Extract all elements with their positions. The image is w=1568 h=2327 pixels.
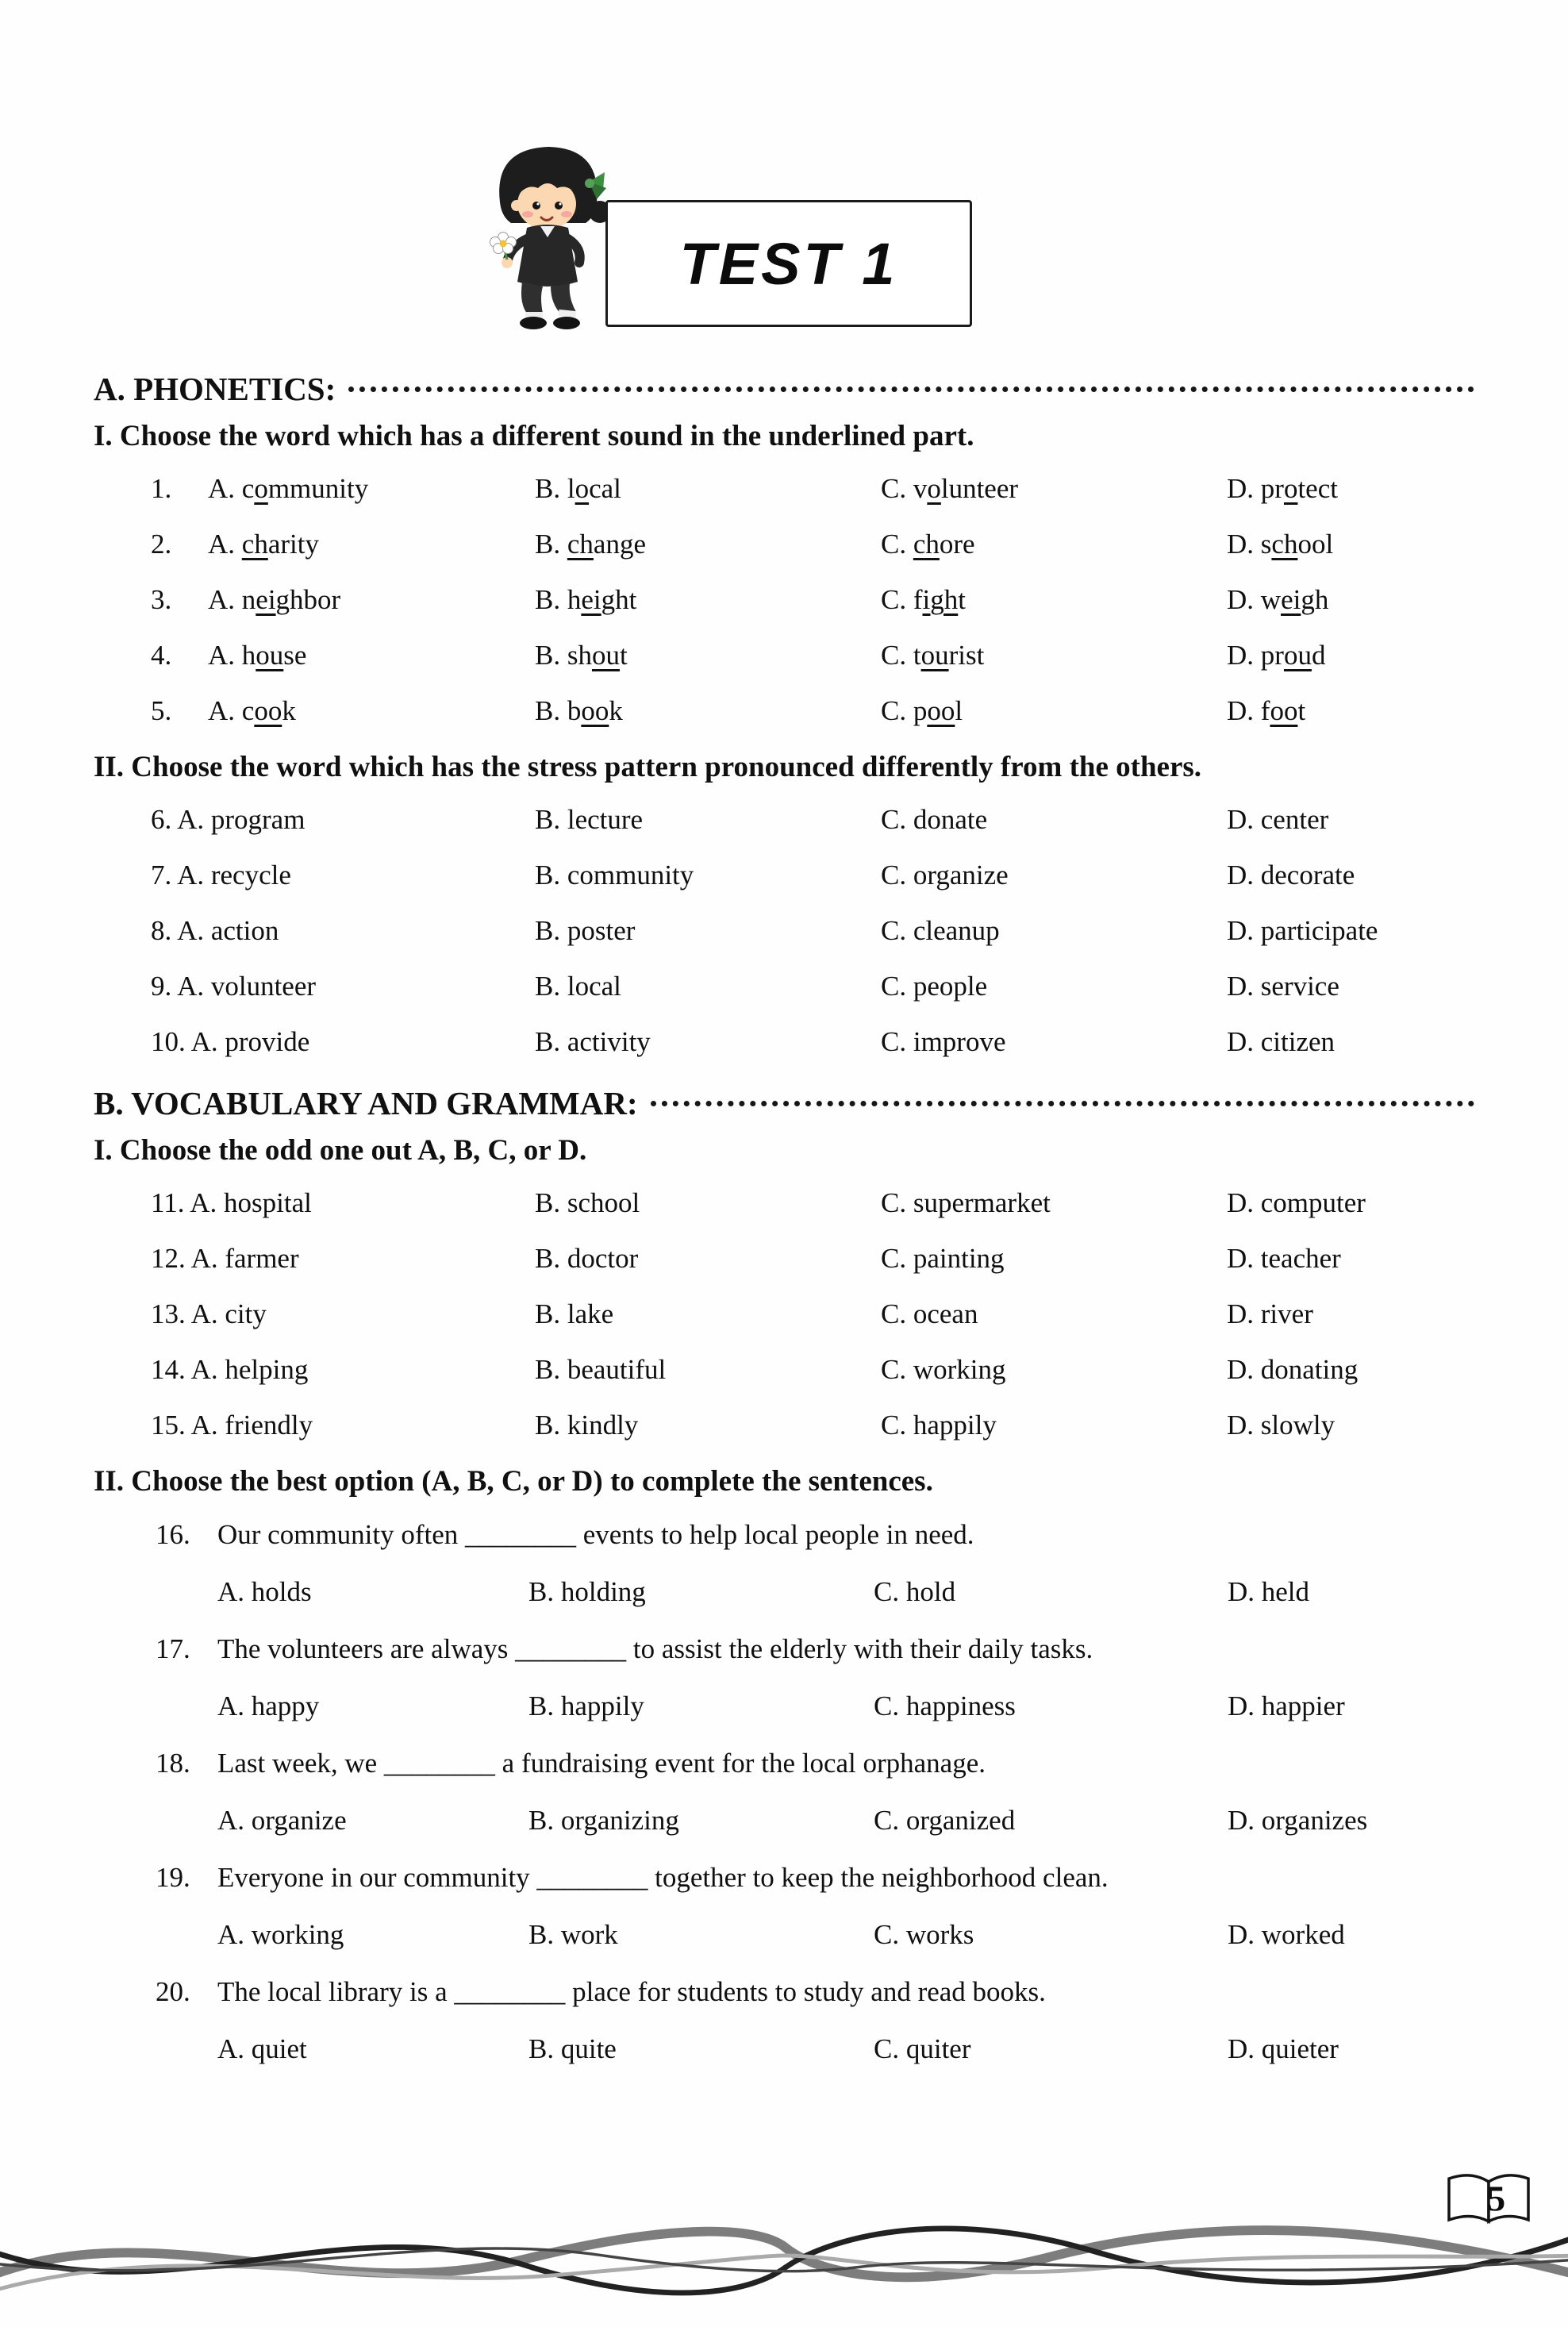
- question-number-and-option-a: 6. A. program: [151, 804, 306, 835]
- instruction-a2: II. Choose the word which has the stress pattern pronounced differently from the others.: [94, 751, 1202, 783]
- test-header: [0, 0, 1568, 356]
- question-row: [151, 1014, 1474, 1070]
- question-number-and-option-a: 10. A. provide: [151, 1026, 310, 1057]
- answer-option: B. quite: [528, 2033, 617, 2064]
- answer-option: D. school: [1227, 529, 1334, 560]
- question-number: 1.: [151, 473, 172, 504]
- answer-option: D. organizes: [1228, 1805, 1368, 1836]
- answer-option: D. river: [1227, 1298, 1313, 1329]
- answer-option: C. volunteer: [881, 473, 1019, 504]
- answer-option: C. improve: [881, 1026, 1006, 1057]
- section-b-heading-label: B. VOCABULARY AND GRAMMAR:: [94, 1085, 638, 1121]
- sentence-with-blank: Our community often ________ events to help local people in need.: [217, 1519, 974, 1550]
- underlined-part: ch: [241, 529, 268, 560]
- page-number: 5: [1487, 2178, 1506, 2219]
- answer-option: A. house: [208, 640, 307, 671]
- answer-option: D. donating: [1227, 1354, 1359, 1385]
- answer-option: C. organize: [881, 860, 1009, 890]
- answer-option: D. participate: [1227, 915, 1378, 946]
- answer-option: A. happy: [217, 1690, 320, 1721]
- section-a-heading: [94, 370, 1474, 408]
- answer-option: D. held: [1228, 1576, 1310, 1607]
- answer-option: B. kindly: [535, 1410, 639, 1440]
- answer-option: D. teacher: [1227, 1243, 1341, 1274]
- answer-option: C. supermarket: [881, 1187, 1051, 1218]
- answer-option: A. cook: [208, 695, 296, 726]
- question-list-a1: [94, 461, 1474, 739]
- question-list-a2: [94, 792, 1474, 1070]
- answer-option: A. neighbor: [208, 584, 341, 615]
- answer-option: D. happier: [1228, 1690, 1345, 1721]
- underlined-part: igh: [922, 584, 959, 615]
- answer-option: B. beautiful: [535, 1354, 667, 1385]
- decorative-waves: [0, 2181, 1568, 2322]
- question-row: [151, 572, 1474, 628]
- question-number-and-option-a: 13. A. city: [151, 1298, 267, 1329]
- answer-option: C. painting: [881, 1243, 1005, 1274]
- answer-option: B. lecture: [535, 804, 644, 835]
- test-title: TEST 1: [679, 230, 898, 297]
- question-number-and-option-a: 8. A. action: [151, 915, 279, 946]
- test-title-box: [605, 200, 972, 327]
- answer-option: D. service: [1227, 971, 1339, 1002]
- answer-option: C. organized: [874, 1805, 1016, 1836]
- answer-option: B. work: [528, 1919, 618, 1950]
- cartoon-girl-icon: [470, 135, 628, 343]
- answer-option: D. center: [1227, 804, 1329, 835]
- question-number: 18.: [156, 1748, 190, 1779]
- answer-option: B. activity: [535, 1026, 651, 1057]
- question-sentence-row: [156, 1849, 1474, 1906]
- answer-option: B. change: [535, 529, 646, 560]
- underlined-part: ou: [591, 640, 620, 671]
- question-number: 16.: [156, 1519, 190, 1550]
- underlined-part: ei: [1281, 584, 1301, 615]
- answer-option: A. community: [208, 473, 369, 504]
- instruction-a1: I. Choose the word which has a different sound in the underlined part.: [94, 420, 974, 452]
- answer-option: C. tourist: [881, 640, 985, 671]
- underlined-part: ch: [913, 529, 940, 560]
- answer-option: C. hold: [874, 1576, 956, 1607]
- answer-option: C. working: [881, 1354, 1006, 1385]
- question-row: [151, 792, 1474, 848]
- question-sentence-row: [156, 1964, 1474, 2021]
- answer-option: C. fight: [881, 584, 966, 615]
- dotted-leader: [348, 387, 1474, 392]
- underlined-part: o: [254, 473, 268, 504]
- underlined-part: ou: [256, 640, 284, 671]
- question-sentence-row: [156, 1506, 1474, 1564]
- answer-option: B. poster: [535, 915, 636, 946]
- options-row: [217, 1678, 1474, 1735]
- answer-option: A. working: [217, 1919, 344, 1950]
- answer-option: B. organizing: [528, 1805, 679, 1836]
- question-row: [151, 1342, 1474, 1398]
- answer-option: B. shout: [535, 640, 628, 671]
- answer-option: C. works: [874, 1919, 974, 1950]
- question-number-and-option-a: 14. A. helping: [151, 1354, 309, 1385]
- answer-option: D. computer: [1227, 1187, 1366, 1218]
- sentence-with-blank: Everyone in our community ________ together to keep the neighborhood clean.: [217, 1862, 1109, 1893]
- question-number: 5.: [151, 695, 172, 726]
- answer-option: C. happily: [881, 1410, 997, 1440]
- question-row: [151, 1231, 1474, 1287]
- answer-option: C. chore: [881, 529, 975, 560]
- options-row: [217, 1906, 1474, 1964]
- answer-option: B. happily: [528, 1690, 644, 1721]
- answer-option: D. quieter: [1228, 2033, 1339, 2064]
- question-number-and-option-a: 12. A. farmer: [151, 1243, 299, 1274]
- answer-option: C. donate: [881, 804, 988, 835]
- question-row: [151, 683, 1474, 739]
- question-row: [151, 461, 1474, 517]
- question-number: 4.: [151, 640, 172, 671]
- answer-option: D. weigh: [1227, 584, 1329, 615]
- answer-option: B. height: [535, 584, 637, 615]
- underlined-part: o: [1283, 473, 1298, 504]
- question-number: 2.: [151, 529, 172, 560]
- dotted-leader: [651, 1101, 1474, 1106]
- question-number: 20.: [156, 1976, 190, 2007]
- section-b-heading: [94, 1084, 1474, 1122]
- underlined-part: oo: [581, 695, 609, 726]
- answer-option: B. community: [535, 860, 694, 890]
- instruction-b1: I. Choose the odd one out A, B, C, or D.: [94, 1134, 587, 1167]
- answer-option: C. quiter: [874, 2033, 971, 2064]
- answer-option: D. citizen: [1227, 1026, 1335, 1057]
- page-number-marker: [1441, 2167, 1536, 2235]
- options-row: [217, 1564, 1474, 1621]
- question-row: [151, 1287, 1474, 1342]
- question-row: [151, 903, 1474, 959]
- sentence-with-blank: The local library is a ________ place for students to study and read books.: [217, 1976, 1046, 2007]
- underlined-part: o: [927, 473, 941, 504]
- options-row: [217, 2021, 1474, 2078]
- answer-option: D. foot: [1227, 695, 1306, 726]
- underlined-part: ei: [256, 584, 276, 615]
- answer-option: B. doctor: [535, 1243, 639, 1274]
- question-number: 3.: [151, 584, 172, 615]
- answer-option: D. protect: [1227, 473, 1338, 504]
- answer-option: A. holds: [217, 1576, 312, 1607]
- question-row: [151, 628, 1474, 683]
- underlined-part: oo: [1270, 695, 1298, 726]
- answer-option: D. worked: [1228, 1919, 1345, 1950]
- underlined-part: oo: [254, 695, 282, 726]
- answer-option: A. charity: [208, 529, 319, 560]
- question-number: 17.: [156, 1633, 190, 1664]
- answer-option: B. holding: [528, 1576, 646, 1607]
- sentence-with-blank: Last week, we ________ a fundraising event for the local orphanage.: [217, 1748, 986, 1779]
- question-row: [151, 848, 1474, 903]
- question-list-b2: [94, 1506, 1474, 2078]
- answer-option: C. cleanup: [881, 915, 1000, 946]
- answer-option: B. lake: [535, 1298, 614, 1329]
- underlined-part: ou: [1283, 640, 1312, 671]
- question-row: [151, 517, 1474, 572]
- answer-option: B. book: [535, 695, 623, 726]
- answer-option: D. proud: [1227, 640, 1326, 671]
- answer-option: D. decorate: [1227, 860, 1355, 890]
- question-row: [151, 959, 1474, 1014]
- worksheet-content: [0, 370, 1568, 2078]
- question-sentence-row: [156, 1621, 1474, 1678]
- question-list-b1: [94, 1175, 1474, 1453]
- answer-option: D. slowly: [1227, 1410, 1335, 1440]
- question-number: 19.: [156, 1862, 190, 1893]
- underlined-part: ch: [1271, 529, 1298, 560]
- question-number-and-option-a: 7. A. recycle: [151, 860, 291, 890]
- question-row: [151, 1175, 1474, 1231]
- answer-option: B. local: [535, 473, 621, 504]
- question-number-and-option-a: 15. A. friendly: [151, 1410, 313, 1440]
- answer-option: C. happiness: [874, 1690, 1016, 1721]
- sentence-with-blank: The volunteers are always ________ to assist the elderly with their daily tasks.: [217, 1633, 1093, 1664]
- options-row: [217, 1792, 1474, 1849]
- answer-option: A. organize: [217, 1805, 347, 1836]
- underlined-part: ei: [581, 584, 601, 615]
- question-sentence-row: [156, 1735, 1474, 1792]
- answer-option: C. people: [881, 971, 988, 1002]
- answer-option: B. local: [535, 971, 621, 1002]
- answer-option: A. quiet: [217, 2033, 307, 2064]
- question-row: [151, 1398, 1474, 1453]
- underlined-part: o: [575, 473, 590, 504]
- answer-option: C. ocean: [881, 1298, 978, 1329]
- underlined-part: ch: [567, 529, 594, 560]
- underlined-part: ou: [920, 640, 949, 671]
- underlined-part: oo: [927, 695, 955, 726]
- answer-option: B. school: [535, 1187, 640, 1218]
- question-number-and-option-a: 11. A. hospital: [151, 1187, 312, 1218]
- question-number-and-option-a: 9. A. volunteer: [151, 971, 317, 1002]
- section-a-heading-label: A. PHONETICS:: [94, 371, 336, 407]
- instruction-b2: II. Choose the best option (A, B, C, or D) to complete the sentences.: [94, 1465, 933, 1498]
- answer-option: C. pool: [881, 695, 963, 726]
